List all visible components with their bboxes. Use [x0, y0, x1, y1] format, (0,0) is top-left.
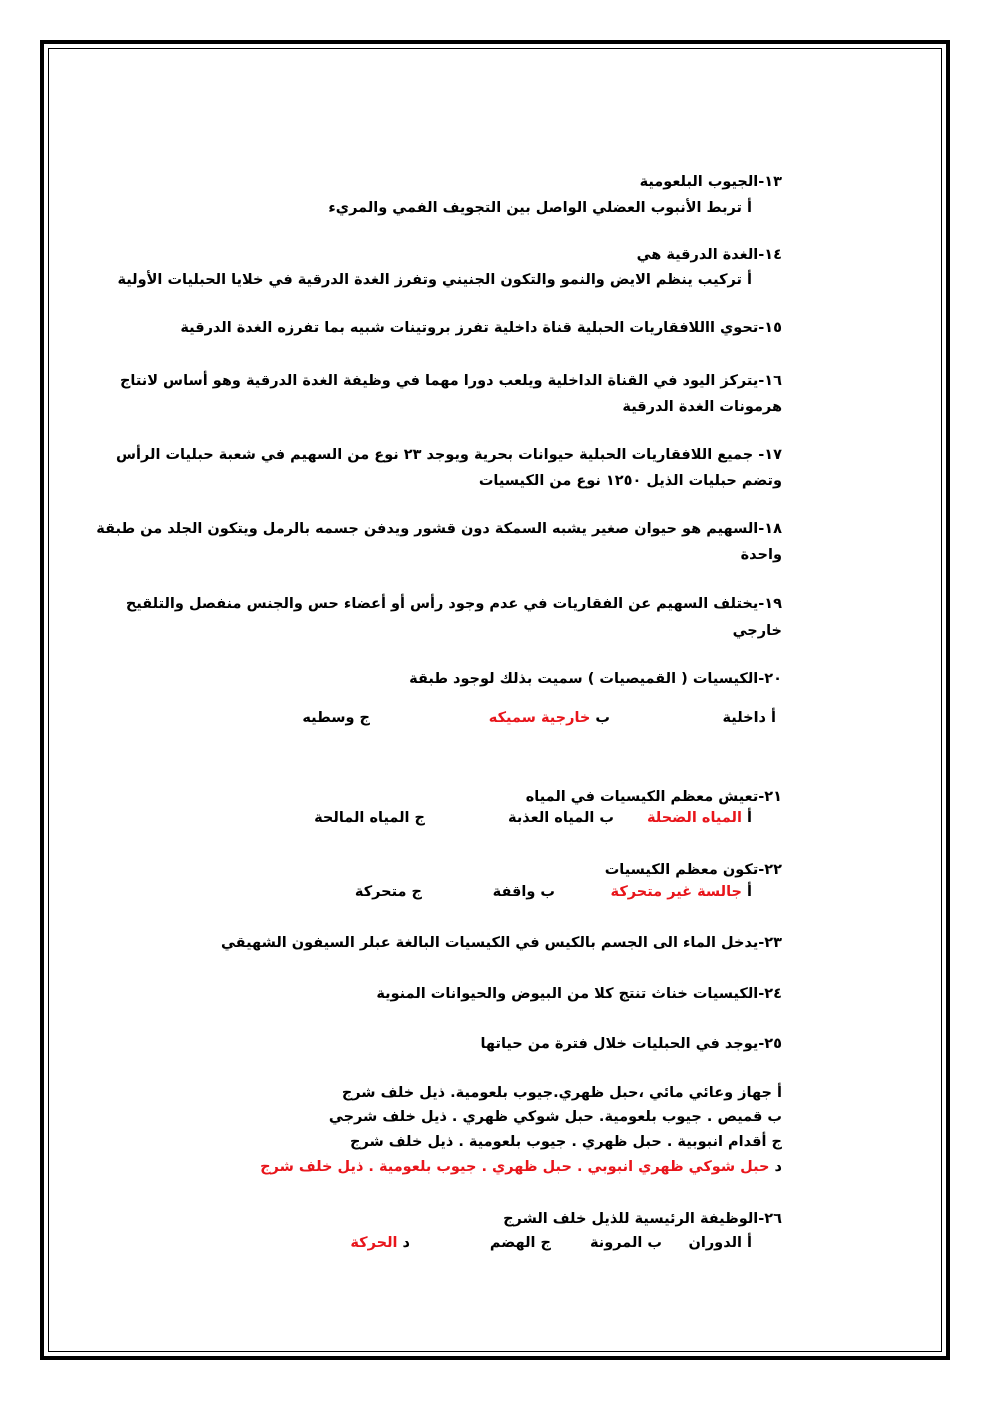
- q20-option-b-answer: خارجية سميكه: [488, 710, 591, 726]
- q25-option-c: ج أقدام انبوبية . حبل ظهري . جيوب بلعومية . ذيل خلف شرج: [350, 1134, 782, 1150]
- q22-option-a: [611, 884, 752, 900]
- q26-option-c: ج الهضم: [489, 1235, 551, 1251]
- q26-option-d: [350, 1235, 410, 1251]
- q22-option-a-prefix: أ: [741, 884, 752, 900]
- q22-option-a-answer: جالسة غير متحركة: [610, 884, 742, 900]
- q25-option-b: ب قميص . جيوب بلعومية. حبل شوكي ظهري . ذيل خلف شرجي: [328, 1109, 782, 1125]
- q13-title: ١٣-الجيوب البلعومية: [639, 174, 782, 190]
- q22-title: ٢٢-تكون معظم الكيسيات: [604, 862, 782, 878]
- q13-answer: أ تربط الأنبوب العضلي الواصل بين التجويف الفمي والمريء: [328, 200, 752, 216]
- q21-option-a-answer: المياه الضحلة: [646, 810, 742, 826]
- q20-title: ٢٠-الكيسيات ( القميصيات ) سميت بذلك لوجود طبقة: [409, 671, 782, 687]
- q20-option-a: أ داخلية: [722, 710, 776, 726]
- q20-option-c: ج وسطيه: [302, 710, 370, 726]
- q26-title: ٢٦-الوظيفة الرئيسية للذيل خلف الشرج: [503, 1211, 782, 1227]
- q21-option-a: [647, 810, 752, 826]
- q24-text: ٢٤-الكيسيات خناث تنتج كلا من البيوض والحيوانات المنوية: [376, 986, 782, 1002]
- q26-option-d-answer: الحركة: [350, 1235, 398, 1251]
- q19-line1: ١٩-يختلف السهيم عن الفقاريات في عدم وجود رأس أو أعضاء حس والجنس منفصل والتلقيح: [125, 596, 782, 612]
- q25-option-d-prefix: د: [769, 1159, 782, 1175]
- q19-line2: خارجي: [732, 623, 782, 639]
- q17-line2: وتضم حبليات الذيل ١٢٥٠ نوع من الكيسيات: [478, 473, 782, 489]
- q22-option-b: ب واقفة: [492, 884, 555, 900]
- q23-text: ٢٣-يدخل الماء الى الجسم بالكيس في الكيسيات البالغة عبلر السيفون الشهيقي: [220, 935, 782, 951]
- q26-option-a: أ الدوران: [688, 1235, 752, 1251]
- q21-option-b: ب المياه العذبة: [508, 810, 614, 826]
- q21-option-c: ج المياه المالحة: [314, 810, 425, 826]
- q26-option-b: ب المرونة: [589, 1235, 662, 1251]
- q15-text: ١٥-تحوي االلافقاريات الحبلية قناة داخلية تفرز بروتينات شبيه بما تفرزه الغدة الدرقية: [180, 320, 782, 336]
- q16-line1: ١٦-يتركز اليود في القناة الداخلية ويلعب دورا مهما في وظيفة الغدة الدرقية وهو أساس لانتاج: [119, 373, 782, 389]
- q22-option-c: ج متحركة: [354, 884, 422, 900]
- q18-line1: ١٨-السهيم هو حيوان صغير يشبه السمكة دون قشور ويدفن جسمه بالرمل ويتكون الجلد من طبقة: [96, 521, 782, 537]
- q18-line2: واحدة: [740, 547, 782, 563]
- q16-line2: هرمونات الغدة الدرقية: [622, 399, 782, 415]
- page-border-inner: [48, 48, 942, 1352]
- q20-option-b-prefix: ب: [590, 710, 610, 726]
- q14-title: ١٤-الغدة الدرقية هي: [636, 247, 782, 263]
- q17-line1: ١٧- جميع اللافقاريات الحبلية حيوانات بحرية ويوجد ٢٣ نوع من السهيم في شعبة حبليات الرأس: [116, 447, 782, 463]
- q14-answer: أ تركيب ينظم الايض والنمو والتكون الجنيني وتفرز الغدة الدرقية في خلايا الحبليات الأولية: [117, 272, 752, 288]
- q21-title: ٢١-تعيش معظم الكيسيات في المياه: [525, 789, 782, 805]
- q21-option-a-prefix: أ: [741, 810, 752, 826]
- q25-option-d-answer: حبل شوكي ظهري انبوبي . حبل ظهري . جيوب بلعومية . ذيل خلف شرج: [260, 1159, 770, 1175]
- q25-option-a: أ جهاز وعائي مائي ،حبل ظهري.جيوب بلعومية. ذيل خلف شرج: [341, 1085, 782, 1101]
- q25-title: ٢٥-يوجد في الحبليات خلال فترة من حياتها: [480, 1036, 782, 1052]
- q26-option-d-prefix: د: [397, 1235, 410, 1251]
- q25-option-d: [260, 1158, 782, 1176]
- q20-option-b: [489, 710, 610, 726]
